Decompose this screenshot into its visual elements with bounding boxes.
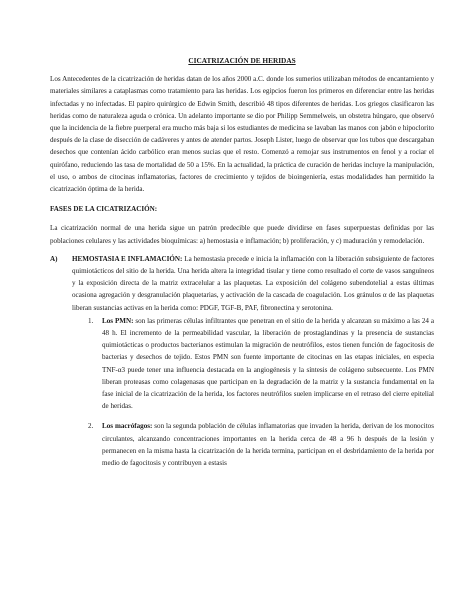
list-item xyxy=(50,420,434,469)
list-item-paragraph xyxy=(102,315,434,413)
section-a xyxy=(50,253,434,314)
cell-list xyxy=(50,315,434,469)
list-item xyxy=(50,315,434,413)
document-title: CICATRIZACIÓN DE HERIDAS xyxy=(188,56,296,65)
section-a-paragraph xyxy=(72,253,434,314)
list-item-heading: Los macrófagos: xyxy=(102,422,153,431)
list-item-text: son la segunda población de células inflamatorias que invaden la herida, derivan de los monocitos circulantes, alcanzando concentraciones importantes en la herida cerca de 48 a 96 h después de la lesión y permanecen en la misma hasta la cicatrización de la herida termina, participan en el desbridamiento de la herida por medio de fagocitosis y contribuyen a estasis xyxy=(102,422,434,468)
list-item-number: 1. xyxy=(88,316,94,325)
fases-heading: FASES DE LA CICATRIZACIÓN: xyxy=(50,205,158,214)
list-item-paragraph xyxy=(102,420,434,469)
section-a-heading: HEMOSTASIA E INFLAMACIÓN: xyxy=(72,254,183,263)
list-item-heading: Los PMN: xyxy=(102,316,134,325)
list-item-text: son las primeras células infiltrantes que penetran en el sitio de la herida y alcanzan su máximo a las 24 a 48 h. El incremento de la permeabilidad vascular, la liberación de prostaglandinas y la presencia de sustancias quimiotácticas o productos bacterianos estimulan la migración de neutrófilos, estos tienen función de fagocitosis de bacterias y desechos de tejido. Estos PMN son fuente importante de citocinas en las etapas iniciales, en especia TNF-α3 puede tener una influencia destacada en la angiogénesis y la síntesis de colágeno subsecuente. Los PMN liberan proteasas como colagenasas que participan en la degradación de la matriz y la sustancia fundamental en la fase inicial de la cicatrización de la herida, los factores neutrófilos suelen implicarse en el retraso del cierre epitelial de heridas. xyxy=(102,316,434,411)
section-a-marker: A) xyxy=(50,254,58,263)
list-item-number: 2. xyxy=(88,422,94,431)
intro-paragraph: Los Antecedentes de la cicatrización de heridas datan de los años 2000 a.C. donde los sumerios utilizaban métodos de encantamiento y materiales similares a cataplasmas como tratamiento para las heridas. Los egipcios fueron los primeros en diferenciar entre las heridas infectadas y no infectadas. El papiro quirúrgico de Edwin Smith, describió 48 tipos diferentes de heridas. Los griegos clasificaron las heridas como de naturaleza aguda o crónica. Un adelanto importante se dio por Philipp Semmelweis, un obstetra húngaro, que observó que la incidencia de la fiebre puerperal era mucho más baja si los estudiantes de medicina se lavaban las manos con jabón e hipoclorito después de la clase de disección de cadáveres y antes de atender partos. Joseph Lister, luego de observar que los tubos que descargaban desechos que contenían ácido carbólico eran menos sucias que el resto. Comenzó a remojar sus instrumentos en fenol y a rociar el quirófano, reduciendo las tasa de mortalidad de 50 a 15%. En la actualidad, la práctica de curación de heridas incluye la manipulación, el uso, o ambos de citocinas inflamatorias, factores de crecimiento y tejidos de bioingeniería, estas modalidades han permitido la cicatrización óptima de la herida. xyxy=(50,75,434,194)
fases-paragraph: La cicatrización normal de una herida sigue un patrón predecible que puede dividirse en fases superpuestas definidas por las poblaciones celulares y las actividades bioquímicas: a) hemostasia e inflamación; b) proliferación, y c) maduración y remodelación. xyxy=(50,224,434,245)
section-a-text: La hemostasia precede e inicia la inflamación con la liberación subsiguiente de factores quimiotácticos del sitio de la herida. Una herida altera la integridad tisular y tiene como resultado el corte de vasos sanguíneos y la exposición directa de la matriz extracelular a las plaquetas. La exposición del colágeno subendotelial a estas últimas ocasiona agregación y desgranulación plaquetarias, y activación de la cascada de coagulación. Los gránulos α de las plaquetas liberan sustancias activas en la herida como: PDGF, TGF-B, PAF, fibronectina y serotonina. xyxy=(72,254,434,312)
